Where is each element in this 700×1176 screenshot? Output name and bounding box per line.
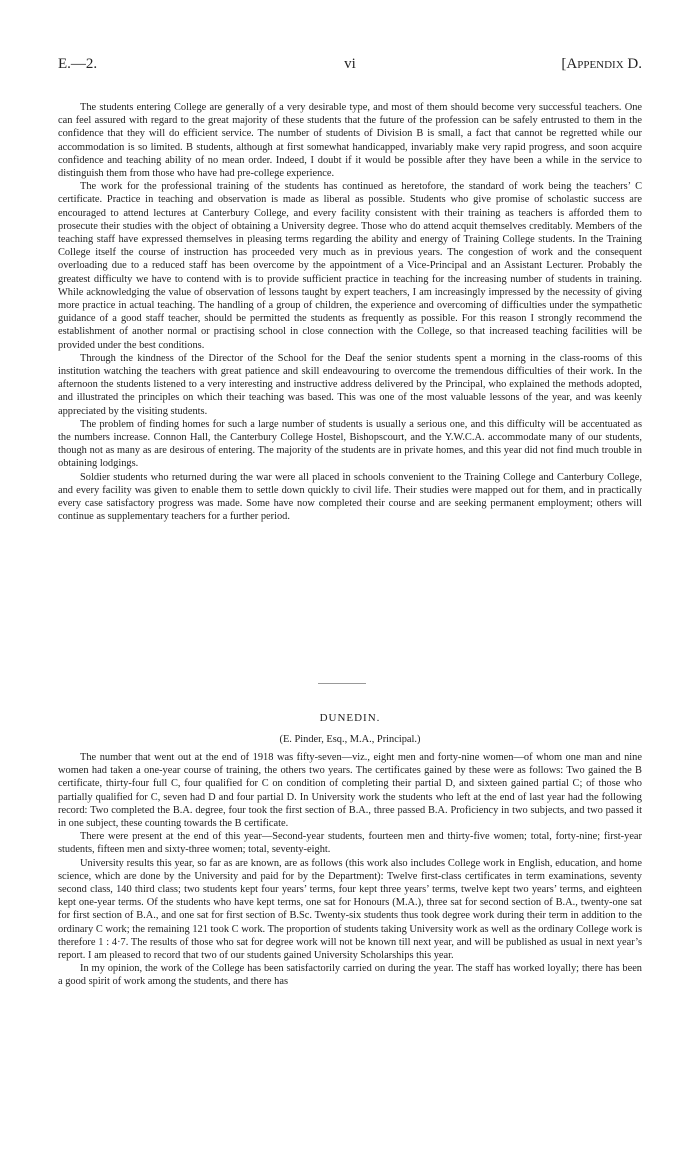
paragraph: The work for the professional training of the students has continued as heretofore, the standard of work being the teachers’ C certificate. Practice in teaching and observation is made as liberal as possible. Students who give promise of scholastic success are encouraged to attend lectures at Canterbury College, and every facility consistent with their training as teachers is afforded them to prosecute their studies with the object of obtaining a University degree. Those who do attend acquit themselves creditably. Members of the teaching staff have expressed themselves in pleasing terms regarding the ability and energy of Training College students. In the Training College itself the course of instruction has proceeded very much as in previous years. The congestion of work and the consequent overloading due to a reduced staff has been overcome by the appointment of a Vice-Principal and an Assistant Lecturer. Probably the greatest difficulty we have to contend with is to provide sufficient practice in teaching for the increasing number of students in training. While acknowledging the value of observation of lessons taught by expert teachers, I am increasingly impressed by the necessity of giving more practice in actual teaching. The handling of a group of children, the experience and overcoming of difficulties under the sympathetic guidance of a good staff teacher, should be permitted the students as frequently as possible. For this reason I strongly recommend the establishment of another normal or practising school in close connection with the College, so that increased teaching facilities will be provided under the best conditions. — [58, 181, 642, 351]
running-header — [58, 56, 642, 76]
section-subheading: (E. Pinder, Esq., M.A., Principal.) — [279, 734, 421, 745]
paragraph: In my opinion, the work of the College has been satisfactorily carried on during the year. The staff has worked loyally; there has been a good spirit of work among the students, and there has — [58, 963, 642, 988]
paragraph: The students entering College are generally of a very desirable type, and most of them should become very successful teachers. One can feel assured with regard to the great majority of these students that the future of the profession can be safely entrusted to them in the confidence that they will do efficient service. The number of students of Division B is small, a fact that cannot be regretted while our accommodation is so limited. B students, although at first somewhat handicapped, invariably make very rapid progress, and soon acquire confidence and teaching ability of no mean order. Indeed, I doubt if it would be possible after they have been a while in the service to distinguish them from those who have had pre-college experience. — [58, 102, 642, 180]
section-divider — [318, 683, 366, 684]
header-right: [Appendix D. — [561, 56, 642, 72]
section-dunedin-text — [58, 751, 642, 989]
paragraph: Through the kindness of the Director of the School for the Deaf the senior students spent a morning in the class-rooms of this institution watching the teachers with great patience and skill endeavouring to overcome the tremendous difficulties of their work. In the afternoon the students listened to a very interesting and instructive address delivered by the Principal, who explained the methods adopted, and illustrated the principles on which their teaching was based. This was one of the most valuable lessons of the year, and was keenly appreciated by the visiting students. — [58, 352, 642, 417]
paragraph: The number that went out at the end of 1918 was fifty-seven—viz., eight men and forty-nine women—of whom one man and nine women had taken a one-year course of training, the others two years. The certificates gained by these were as follows: Two gained the B certificate, thirty-four full C, four qualified for C on condition of completing their partial D, and sixteen gained partial C; of those who partially qualified for C, seven had D and four partial D. In University work the students who left at the end of last year had the following record: Two completed the B.A. degree, four took the first section of B.A., three passed B.A. Proficiency in two subjects, and two passed it in one subject, these counting towards the B certificate. — [58, 752, 642, 830]
section-heading: DUNEDIN. — [319, 712, 381, 724]
paragraph: University results this year, so far as are known, are as follows (this work also includes College work in English, education, and home science, which are done by the University and paid for by the Department): Twelve first-class certificates in term examinations, seventy second class, 140 third class; two students kept four years’ terms, four kept three years’ terms, twelve kept two years’ terms, and eighteen kept one-year terms. Of the students who have kept terms, one sat for Honours (M.A.), three sat for second section of B.A., twenty-one sat for first section of B.A., and one sat for first section of B.Sc. Twenty-six students thus took degree work during their term in addition to the ordinary C work; the remaining 121 took C work. The proportion of students taking University work as well as the ordinary College work is therefore 1 : 4·7. The results of those who sat for degree work will not be known till next year, and will be published as usual in next year’s report. I am pleased to record that two of our students gained University Scholarships this year. — [58, 857, 642, 962]
paragraph: The problem of finding homes for such a large number of students is usually a serious one, and this difficulty will be accentuated as the numbers increase. Connon Hall, the Canterbury College Hostel, Bishopscourt, and the Y.W.C.A. accommodate many of our students, though not as many as are desirous of entering. The majority of the students are in private homes, and this year did not find much trouble in obtaining lodgings. — [58, 418, 642, 470]
page-number: vi — [344, 56, 356, 72]
paragraph: Soldier students who returned during the war were all placed in schools convenient to the Training College and Canterbury College, and every facility was given to enable them to settle down quickly to civil life. Their studies were mapped out for them, and in practically every case satisfactory progress was made. Some have now completed their course and are seeking permanent employment; others will continue as supplementary teachers for a further period. — [58, 471, 642, 523]
header-left: E.—2. — [58, 56, 98, 72]
section-canterbury-text — [58, 101, 642, 524]
paragraph: There were present at the end of this year—Second-year students, fourteen men and thirty-five women; total, forty-nine; first-year students, fifteen men and sixty-three women; total, seventy-eight. — [58, 831, 642, 856]
